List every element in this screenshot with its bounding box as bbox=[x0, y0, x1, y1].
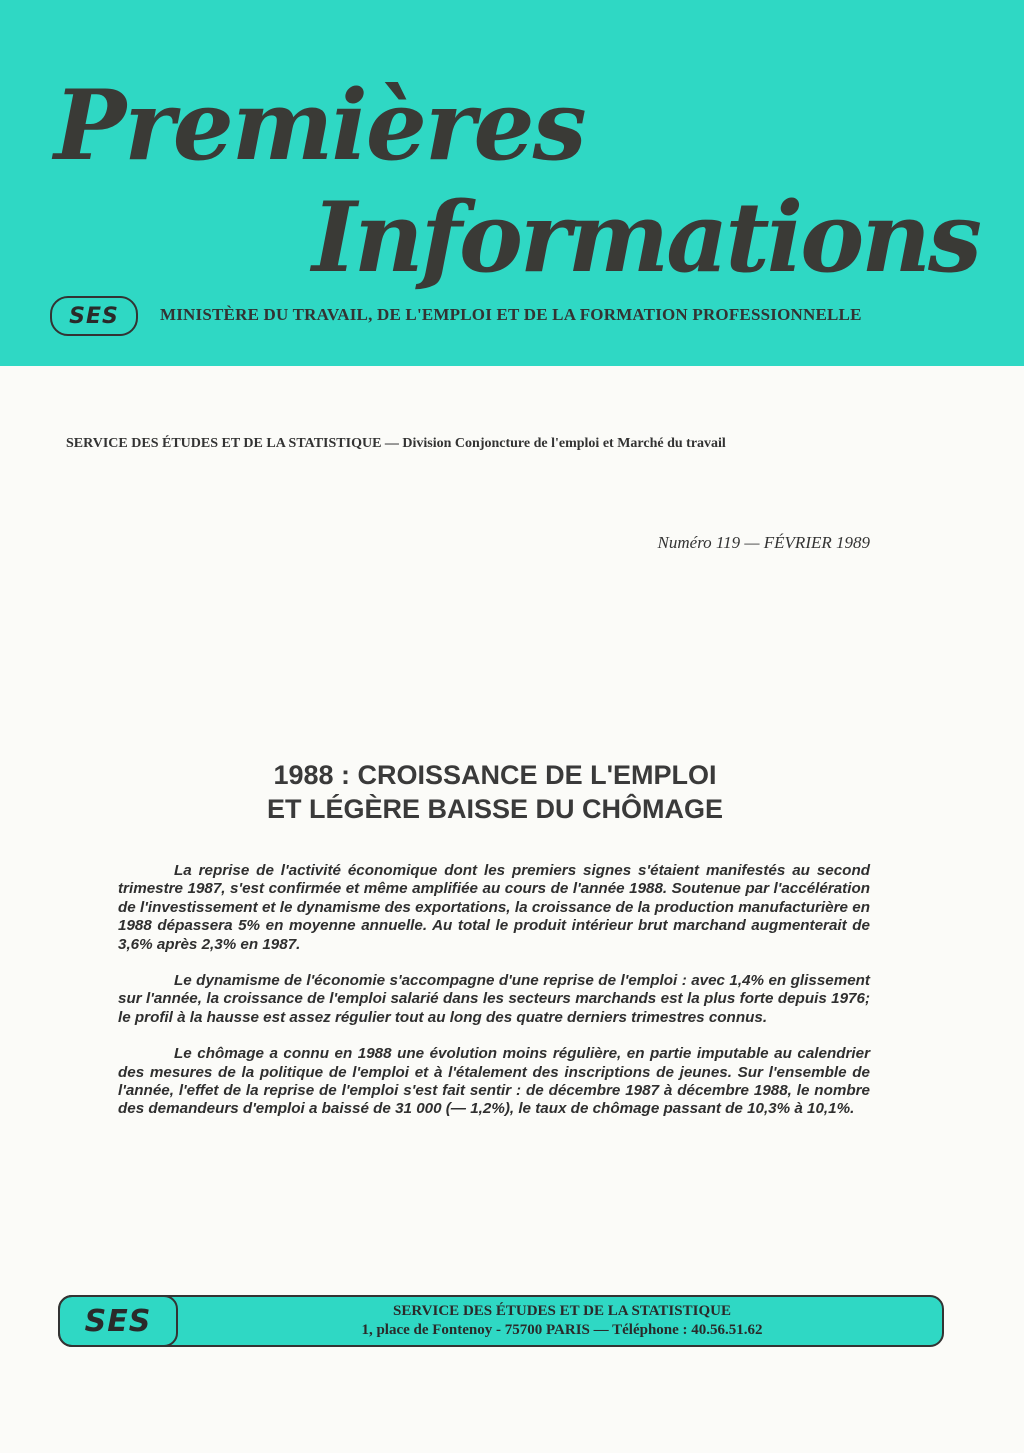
footer-contact: 1, place de Fontenoy - 75700 PARIS — Téléphone : 40.56.51.62 bbox=[361, 1322, 763, 1338]
masthead-title-line1: Premières bbox=[54, 69, 585, 182]
issue-number: Numéro 119 — FÉVRIER 1989 bbox=[657, 533, 870, 552]
service-line bbox=[66, 436, 956, 452]
ses-logo: SES bbox=[50, 296, 138, 336]
headline-line1: 1988 : CROISSANCE DE L'EMPLOI bbox=[273, 760, 717, 790]
footer-service-name: SERVICE DES ÉTUDES ET DE LA STATISTIQUE bbox=[393, 1303, 731, 1319]
masthead-title-line2: Informations bbox=[312, 181, 980, 294]
service-division: Division Conjoncture de l'emploi et Marché du travail bbox=[402, 436, 726, 451]
paragraph: Le dynamisme de l'économie s'accompagne d'une reprise de l'emploi : avec 1,4% en glissement sur l'année, la croissance de l'emploi salarié dans les secteurs marchands est la plus forte depuis 1976; le profil à la hausse est assez régulier tout au long des quatre derniers trimestres connus. bbox=[118, 972, 870, 1026]
headline bbox=[120, 758, 870, 826]
paragraph: La reprise de l'activité économique dont les premiers signes s'étaient manifestés au second trimestre 1987, s'est confirmée et même amplifiée au cours de l'année 1988. Soutenue par l'accélération de l'investissement et le dynamisme des exportations, la croissance de la production manufacturière en 1988 dépassera 5% en moyenne annuelle. Au total le produit intérieur brut marchand augmenterait de 3,6% après 2,3% en 1987. bbox=[118, 862, 870, 953]
footer-address bbox=[180, 1302, 944, 1340]
ministry-name: MINISTÈRE DU TRAVAIL, DE L'EMPLOI ET DE LA FORMATION PROFESSIONNELLE bbox=[160, 305, 862, 324]
service-separator: — bbox=[381, 436, 403, 451]
article-body bbox=[118, 862, 870, 1137]
paragraph: Le chômage a connu en 1988 une évolution moins régulière, en partie imputable au calendrier des mesures de la politique de l'emploi et à l'étalement des inscriptions de jeunes. Sur l'ensemble de l'année, l'effet de la reprise de l'emploi s'est fait sentir : de décembre 1987 à décembre 1988, le nombre des demandeurs d'emploi a baissé de 31 000 (— 1,2%), le taux de chômage passant de 10,3% à 10,1%. bbox=[118, 1045, 870, 1118]
footer-ses-logo: SES bbox=[58, 1295, 178, 1347]
service-name: SERVICE DES ÉTUDES ET DE LA STATISTIQUE bbox=[66, 436, 382, 451]
headline-line2: ET LÉGÈRE BAISSE DU CHÔMAGE bbox=[266, 794, 724, 824]
